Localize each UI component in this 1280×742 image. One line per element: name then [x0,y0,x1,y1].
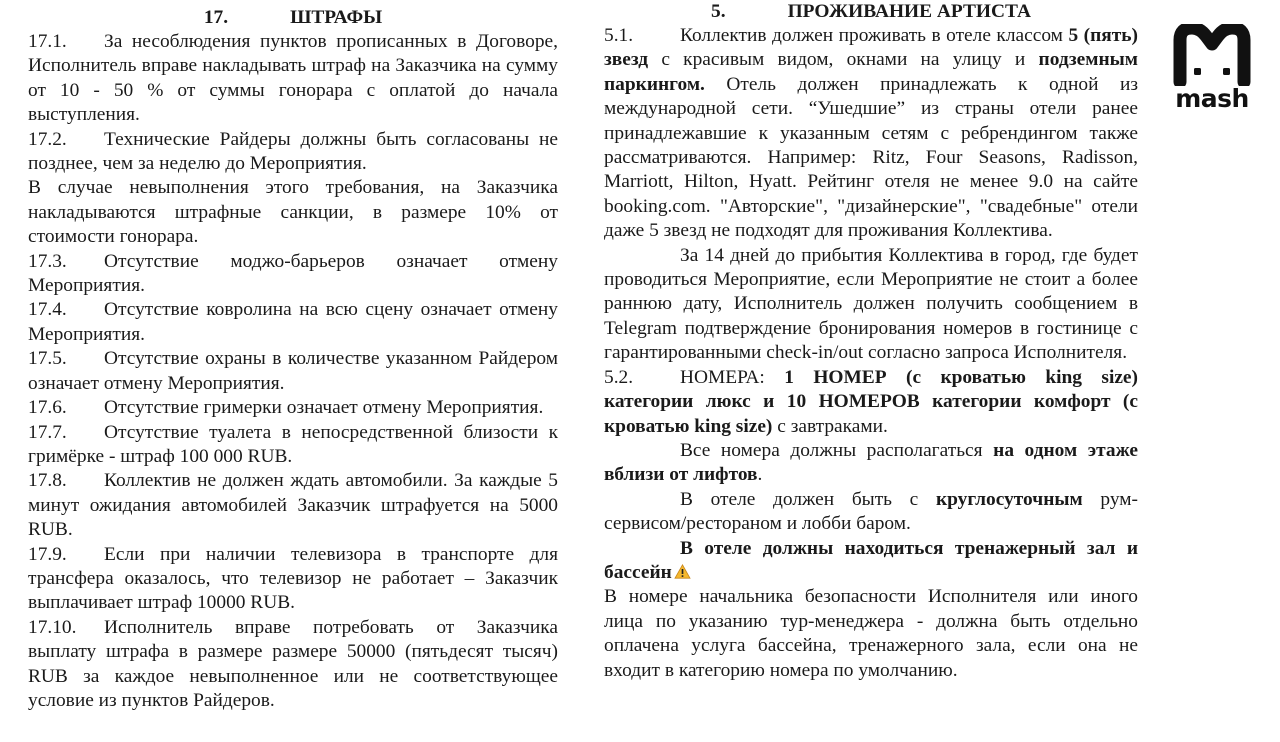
clause-17-10: 17.10. Исполнитель вправе потребовать от Заказчика выплату штрафа в размере размере 50000 (пятьдесят тысяч) RUB за каждое невыполненное или не соответствующее условие из пунктов Райдеров. [28,616,558,711]
clause-5-2-same-floor: Все номера должны располагаться на одном этаже вблизи от лифтов. [604,439,1138,486]
clause-17-1: 17.1. За несоблюдения пунктов прописанных в Договоре, Исполнитель вправе накладывать штраф на Заказчика на сумму от 10 - 50 % от суммы гонорара с оплатой до начала выступления. [28,31,558,126]
section-heading-fines: 17. ШТРАФЫ [203,7,383,28]
mash-logo [1170,24,1254,116]
clause-17-5: 17.5. Отсутствие охраны в количестве указанном Райдером означает отмену Мероприятия. [28,348,558,394]
clause-5-2-room-service: В отеле должен быть с круглосуточным рум-сервисом/рестораном и лобби баром. [604,488,1138,535]
clause-17-9: 17.9. Если при наличии телевизора в транспорте для трансфера оказалось, что телевизор не работает – Заказчик выплачивает штраф 10000 RUB. [28,543,558,614]
clause-17-2: 17.2. Технические Райдеры должны быть согласованы не позднее, чем за неделю до Мероприятия. [28,128,558,175]
section-heading-accommodation: 5. ПРОЖИВАНИЕ АРТИСТА [711,1,1031,22]
clause-17-3: 17.3. Отсутствие моджо-барьеров означает отмену Мероприятия. [28,250,558,297]
clause-17-6: 17.6. Отсутствие гримерки означает отмену Мероприятия. [28,397,544,419]
left-column [28,6,558,713]
clause-17-4: 17.4. Отсутствие ковролина на всю сцену означает отмену Мероприятия. [28,299,558,345]
warning-icon [674,564,691,579]
clause-5-2: 5.2. НОМЕРА: 1 НОМЕР (с кроватью king size) категории люкс и 10 НОМЕРОВ категории комфорт (с кроватью king size) с завтраками. [604,366,1138,437]
right-column [604,1,1138,683]
clause-17-7: 17.7. Отсутствие туалета в непосредственной близости к гримёрке - штраф 100 000 RUB. [28,421,558,467]
clause-5-2-gym-pool: В отеле должны находиться тренажерный зал и бассейн [604,537,1138,583]
clause-17-8: 17.8. Коллектив не должен ждать автомобили. За каждые 5 минут ожидания автомобилей Заказчик штрафуется на 5000 RUB. [28,470,558,541]
mash-logo-text: mash [1175,84,1249,113]
clause-17-2-penalty: В случае невыполнения этого требования, на Заказчика накладываются штрафные санкции, в размере 10% от стоимости гонорара. [28,177,558,248]
clause-5-1-telegram: За 14 дней до прибытия Коллектива в город, где будет проводиться Мероприятие, если Мероприятие не стоит а более раннюю дату, Исполнитель должен получить сообщением в Telegram подтверждение бронирования номеров в гостинице с гарантированными check-in/out согласно запроса Исполнителя. [604,244,1138,364]
clause-5-1: 5.1. Коллектив должен проживать в отеле классом 5 (пять) звезд с красивым видом, окнами на улицу и подземным паркингом. Отель должен принадлежать к одной из международной сети. “Ушедшие” из страны отели ранее принадлежавшие к указанным сетям с ребрендингом также рассматриваются. Например: Ritz, Four Seasons, Radisson, Marriott, Hilton, Hyatt. Рейтинг отеля не менее 9.0 на сайте booking.com. "Авторские", "дизайнерские", "свадебные" отели даже 5 звезд не подходят для проживания Коллектива. [604,25,1138,242]
clause-5-2-security-chief: В номере начальника безопасности Исполнителя или иного лица по указанию тур-менеджера - должна быть отдельно оплачена услуга бассейна, тренажерного зала, если она не входит в категорию номера по умолчанию. [604,586,1138,681]
mash-logo-icon [1170,24,1254,86]
